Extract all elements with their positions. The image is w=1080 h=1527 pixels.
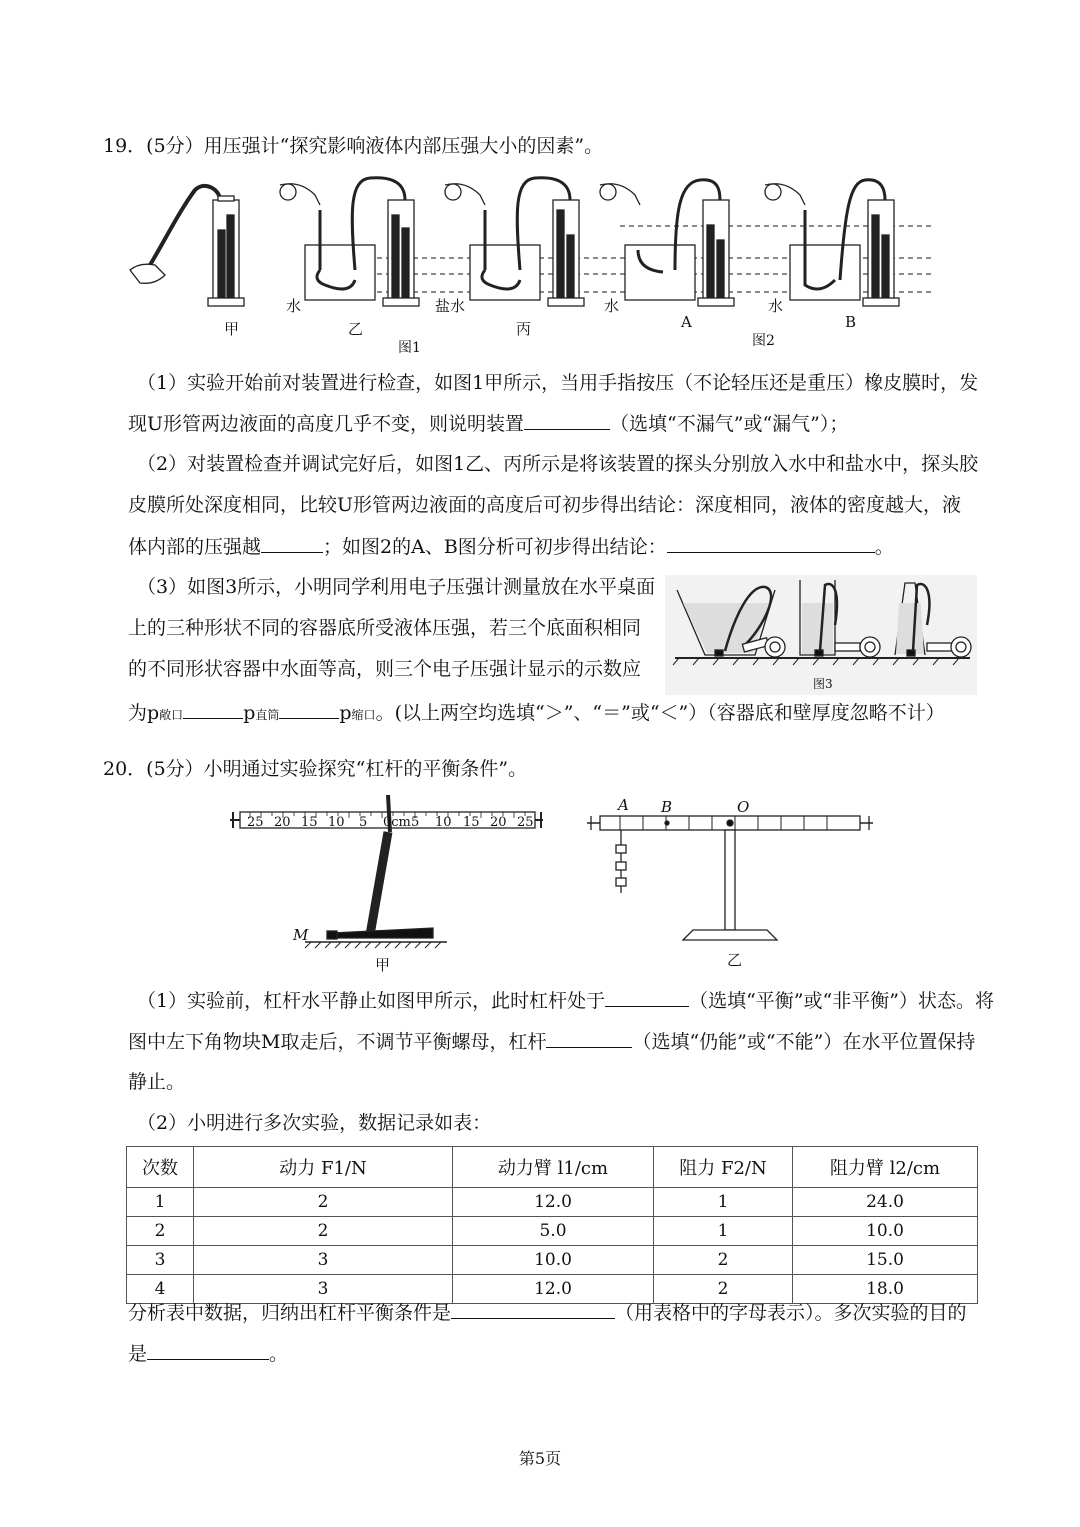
table-cell: 2 (194, 1217, 453, 1246)
subscript-straight: 直筒 (255, 708, 280, 722)
q20-p1-line1a: （1）实验前，杠杆水平静止如图甲所示，此时杠杆处于 (137, 990, 606, 1012)
table-cell: 1 (127, 1188, 194, 1217)
figure-1-2 (120, 170, 940, 360)
q20-p1-line2b: （选填“仍能”或“不能”）在水平位置保持 (632, 1031, 976, 1053)
fig-jia-label: 甲 (375, 956, 391, 974)
fig1-liquid-water: 水 (286, 297, 302, 315)
answer-blank-9[interactable] (147, 1341, 269, 1360)
fig2-liquid-water-b: 水 (768, 297, 784, 315)
table-cell: 4 (127, 1275, 194, 1304)
q19-p1-line2a: 现U形管两边液面的高度几乎不变，则说明装置 (128, 413, 525, 435)
point-b-label: B (661, 798, 673, 816)
fig2-label-a: A (681, 313, 692, 331)
q20-p2-line1: （2）小明进行多次实验，数据记录如表： (137, 1112, 492, 1134)
fig-yi-label: 乙 (727, 951, 743, 969)
fig1-caption: 图1 (398, 340, 421, 356)
q20-p1-line2a: 图中左下角物块M取走后，不调节平衡螺母，杠杆 (128, 1031, 547, 1053)
q19-p3-line4b: p (243, 702, 256, 724)
table-header: 次数 (127, 1147, 194, 1188)
ruler-zero: 0cm (383, 815, 411, 830)
answer-blank-5[interactable] (279, 700, 339, 719)
table-cell: 12.0 (453, 1188, 654, 1217)
table-row (127, 1188, 978, 1217)
q19-p3-line4a: 为p (128, 702, 160, 724)
block-m-label: M (293, 926, 309, 944)
page-number: 第5页 (518, 1449, 562, 1468)
q19-stem: 19．(5分）用压强计“探究影响液体内部压强大小的因素”。 (103, 135, 604, 157)
figure-3 (665, 575, 977, 695)
q19-p2-line3a: 体内部的压强越 (128, 536, 262, 558)
table-cell: 10.0 (793, 1217, 978, 1246)
q20-p3-line2b: 。 (269, 1343, 289, 1365)
subscript-open: 敞口 (159, 708, 184, 722)
answer-blank-6[interactable] (605, 988, 689, 1007)
figure-lever (225, 790, 885, 975)
table-cell: 3 (194, 1246, 453, 1275)
subscript-narrow: 缩口 (351, 708, 376, 722)
table-header: 动力臂 l1/cm (453, 1147, 654, 1188)
fig3-caption: 图3 (813, 677, 833, 691)
table-header: 动力 F1/N (194, 1147, 453, 1188)
q20-p3-line1b: （用表格中的字母表示）。多次实验的目的 (615, 1302, 967, 1324)
table-cell: 3 (194, 1275, 453, 1304)
ruler-num-l10: 10 (328, 815, 345, 830)
ruler-num-l25: 25 (247, 815, 264, 830)
table-cell: 15.0 (793, 1246, 978, 1275)
answer-blank-1[interactable] (524, 411, 610, 430)
q19-p2-line1: （2）对装置检查并调试完好后，如图1乙、丙所示是将该装置的探头分别放入水中和盐水中，探头胶 (137, 453, 979, 475)
answer-blank-4[interactable] (183, 700, 243, 719)
answer-blank-8[interactable] (451, 1300, 615, 1319)
table-cell: 18.0 (793, 1275, 978, 1304)
fig2-label-b: B (845, 313, 857, 331)
table-cell: 10.0 (453, 1246, 654, 1275)
point-a-label: A (618, 796, 629, 814)
ruler-num-l15: 15 (301, 815, 318, 830)
table-cell: 2 (127, 1217, 194, 1246)
q20-p1-line3: 静止。 (128, 1071, 186, 1093)
q19-p3-line2: 上的三种形状不同的容器底所受液体压强，若三个底面积相同 (128, 617, 642, 639)
data-table (126, 1146, 978, 1304)
q19-p2-line3c: 。 (874, 536, 894, 558)
table-cell: 3 (127, 1246, 194, 1275)
q19-p2-line2: 皮膜所处深度相同，比较U形管两边液面的高度后可初步得出结论：深度相同，液体的密度越大，液 (128, 494, 962, 516)
table-cell: 5.0 (453, 1217, 654, 1246)
ruler-num-r10: 10 (435, 815, 452, 830)
table-cell: 12.0 (453, 1275, 654, 1304)
q20-p1-line1b: （选填“平衡”或“非平衡”）状态。将 (689, 990, 994, 1012)
fig1-label-jia: 甲 (224, 320, 240, 338)
q19-p1-line1: （1）实验开始前对装置进行检查，如图1甲所示，当用手指按压（不论轻压还是重压）橡皮膜时，发 (137, 372, 979, 394)
table-cell: 1 (654, 1217, 793, 1246)
table-row (127, 1217, 978, 1246)
fig1-label-yi: 乙 (348, 320, 364, 338)
table-cell: 24.0 (793, 1188, 978, 1217)
q19-p2-line3b: ；如图2的A、B图分析可初步得出结论： (323, 536, 667, 558)
answer-blank-3[interactable] (667, 534, 875, 553)
q19-p3-line4d: 。(以上两空均选填“＞”、“＝”或“＜”）（容器底和壁厚度忽略不计） (375, 702, 945, 724)
q19-p3-line3: 的不同形状容器中水面等高，则三个电子压强计显示的示数应 (128, 658, 642, 680)
q20-p3-line1a: 分析表中数据，归纳出杠杆平衡条件是 (128, 1302, 452, 1324)
ruler-num-r20: 20 (490, 815, 507, 830)
fig1-liquid-saltwater: 盐水 (435, 297, 466, 315)
q20-stem: 20．(5分）小明通过实验探究“杠杆的平衡条件”。 (103, 758, 528, 780)
q19-p1-line2b: （选填“不漏气”或“漏气”）； (610, 413, 849, 435)
answer-blank-7[interactable] (546, 1029, 632, 1048)
q20-p3-line2a: 是 (128, 1343, 148, 1365)
answer-blank-2[interactable] (261, 534, 323, 553)
table-cell: 2 (194, 1188, 453, 1217)
q19-p3-line1: （3）如图3所示，小明同学利用电子压强计测量放在水平桌面 (137, 576, 656, 598)
table-cell: 1 (654, 1188, 793, 1217)
fig2-caption: 图2 (752, 333, 775, 349)
table-header-row (127, 1147, 978, 1188)
fig2-liquid-water-a: 水 (604, 297, 620, 315)
q19-p3-line4c: p (339, 702, 352, 724)
ruler-num-r25: 25 (517, 815, 534, 830)
table-cell: 2 (654, 1246, 793, 1275)
ruler-num-l20: 20 (274, 815, 291, 830)
ruler-num-l5: 5 (359, 815, 368, 830)
ruler-num-r15: 15 (463, 815, 480, 830)
table-header: 阻力臂 l2/cm (793, 1147, 978, 1188)
fig1-label-bing: 丙 (516, 320, 532, 338)
ruler-num-r5: 5 (411, 815, 420, 830)
table-cell: 2 (654, 1275, 793, 1304)
point-o-label: O (737, 798, 750, 816)
table-header: 阻力 F2/N (654, 1147, 793, 1188)
table-row (127, 1246, 978, 1275)
